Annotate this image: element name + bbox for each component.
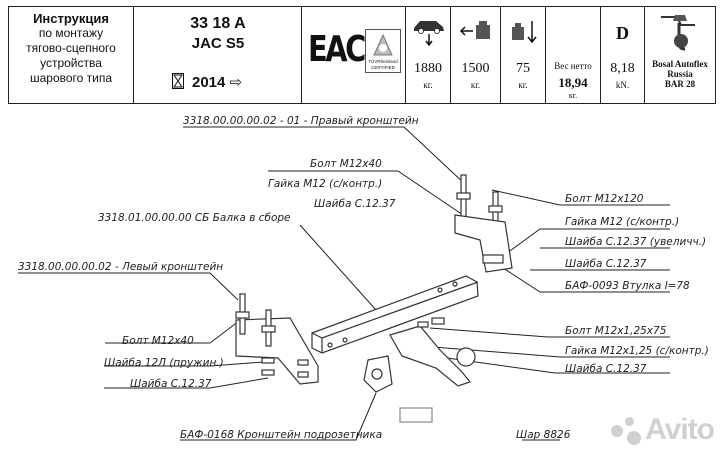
avito-watermark — [611, 413, 714, 447]
d-unit: kN. — [615, 80, 630, 90]
title-line: тягово-сцепного — [26, 41, 116, 55]
d-label: D — [616, 23, 629, 43]
label-washer-lower-right: Шайба С.12.37 — [565, 363, 647, 375]
eac-mark: EAC — [308, 29, 364, 70]
tuv-cert: CERTIFIED — [371, 65, 395, 70]
label-washer-left: Шайба С.12.37 — [130, 378, 212, 390]
car-model: JAC S5 — [191, 35, 245, 52]
brand-line: Russia — [667, 69, 693, 79]
label-bushing: БАФ-0093 Втулка l=78 — [565, 280, 690, 292]
label-beam: 3318.01.00.00.00 СБ Балка в сборе — [98, 212, 291, 224]
net-weight-value: 18,94 — [558, 75, 588, 90]
label-nut-m12x125: Гайка M12x1,25 (с/контр.) — [565, 345, 709, 357]
label-bolt-m12x125: Болт M12x1,25x75 — [565, 325, 667, 337]
spec-unit: кг. — [423, 80, 433, 90]
spec-value: 75 — [516, 61, 530, 76]
title-line: шарового типа — [29, 71, 113, 85]
label-bolt-m12x40-top: Болт M12x40 — [310, 158, 382, 170]
net-weight-label: Вес нетто — [554, 61, 592, 71]
label-bolt-m12x120: Болт M12x120 — [565, 193, 644, 205]
spec-unit: кг. — [470, 80, 481, 90]
title-line: по монтажу — [38, 26, 104, 40]
brand-line: BAR 28 — [664, 79, 696, 89]
product-code: 33 18 A — [190, 15, 246, 32]
d-value: 8,18 — [610, 61, 635, 76]
label-socket-bracket: БАФ-0168 Кронштейн подрозетника — [180, 429, 383, 441]
label-washer-enlarged: Шайба С.12.37 (увеличч.) — [565, 236, 707, 248]
model-year: 2014 ⇨ — [192, 74, 243, 91]
label-ball: Шар 8826 — [516, 429, 571, 441]
label-washer-spring: Шайба 12Л (пружин.) — [104, 357, 224, 369]
net-weight-unit: кг. — [568, 91, 578, 100]
spec-unit: кг. — [518, 80, 528, 90]
arrow-right-icon: ⇨ — [229, 74, 243, 91]
tuv-text: TÜVRheinland — [368, 59, 398, 64]
label-left-bracket: 3318.00.00.00.02 - Левый кронштейн — [18, 261, 224, 273]
label-washer-right: Шайба С.12.37 — [565, 258, 647, 270]
label-washer-top: Шайба С.12.37 — [314, 198, 396, 210]
label-right-bracket: 3318.00.00.00.02 - 01 - Правый кронштейн — [183, 115, 419, 127]
spec-value: 1880 — [414, 61, 442, 76]
title-heading: Инструкция — [33, 11, 109, 26]
label-bolt-m12x40-left: Болт M12x40 — [122, 335, 194, 347]
avito-logo-icon — [611, 417, 645, 445]
brand-line: Bosal Autoflex — [652, 59, 708, 69]
title-line: устройства — [40, 56, 102, 70]
label-nut-m12-right: Гайка M12 (с/контр.) — [565, 216, 680, 228]
spec-value: 1500 — [461, 61, 490, 76]
label-nut-m12-top: Гайка M12 (с/контр.) — [268, 178, 383, 190]
watermark-text: Avito — [645, 413, 714, 446]
